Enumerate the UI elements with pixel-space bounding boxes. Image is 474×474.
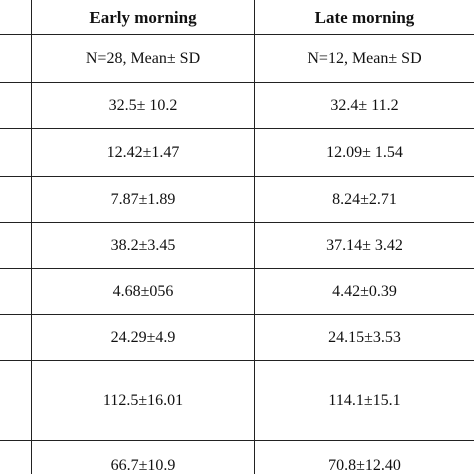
table-cell: 8.24±2.71 xyxy=(332,190,397,208)
table-cell: 32.5± 10.2 xyxy=(108,96,178,114)
table-cell: 66.7±10.9 xyxy=(110,457,176,474)
table-cell: 24.15±3.53 xyxy=(328,328,401,346)
table-cell: 70.8±12.40 xyxy=(328,457,401,474)
table-cell: 4.68±056 xyxy=(112,282,174,300)
table-cell: 112.5±16.01 xyxy=(102,391,184,409)
table-cell: 12.09± 1.54 xyxy=(326,143,403,161)
table-cell: 12.42±1.47 xyxy=(106,143,180,161)
table-cell: N=28, Mean± SD xyxy=(85,49,201,67)
table-cell: 7.87±1.89 xyxy=(110,190,176,208)
table-cell: 24.29±4.9 xyxy=(110,328,176,346)
table-cell: 114.1±15.1 xyxy=(328,391,401,409)
table-cell: N=12, Mean± SD xyxy=(307,49,422,67)
table-cell: 37.14± 3.42 xyxy=(326,236,403,254)
table-cell: 38.2±3.45 xyxy=(110,236,176,254)
table-cell: 32.4± 11.2 xyxy=(330,96,399,114)
table-cell: 4.42±0.39 xyxy=(332,282,397,300)
column-header-late-morning: Late morning xyxy=(314,7,415,27)
column-header-early-morning: Early morning xyxy=(89,7,197,27)
